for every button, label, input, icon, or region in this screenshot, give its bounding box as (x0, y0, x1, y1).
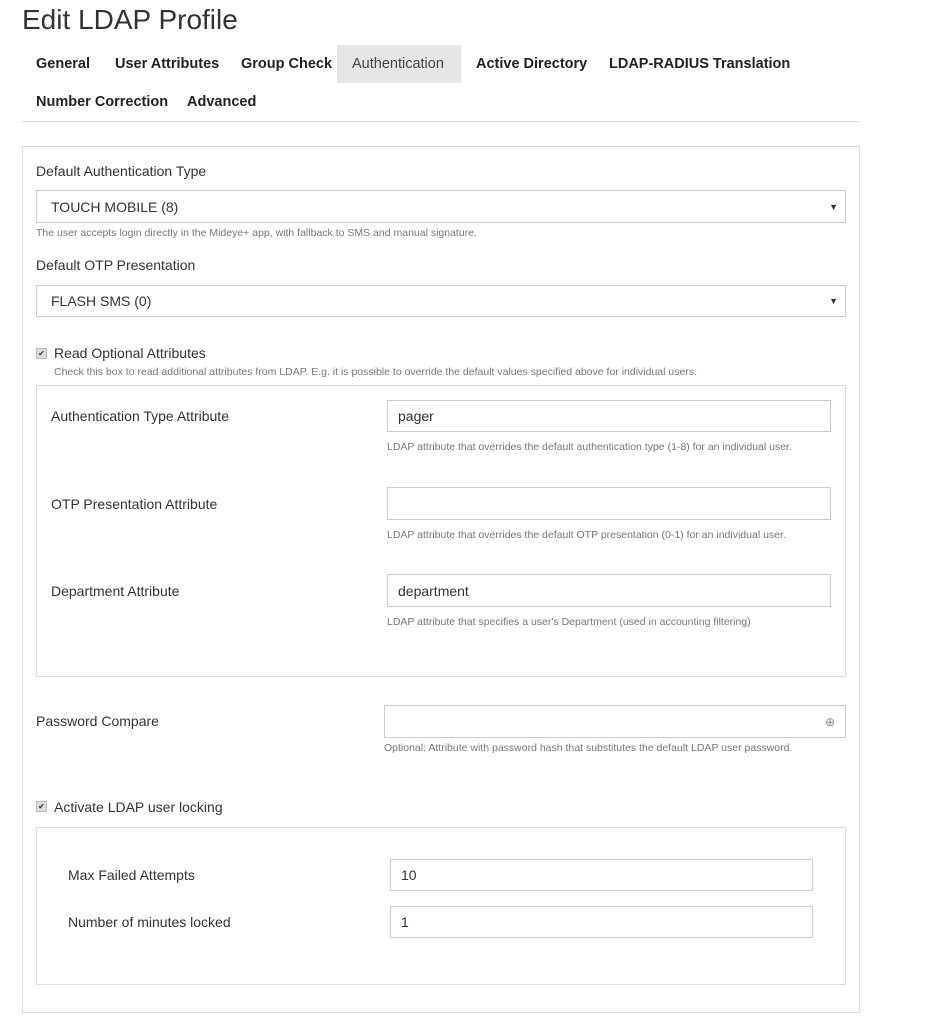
password-compare-label: Password Compare (36, 713, 159, 729)
auth-type-label: Default Authentication Type (36, 163, 207, 179)
read-optional-checkbox[interactable]: ✔ (36, 348, 47, 359)
attr-help: LDAP attribute that specifies a user's Department (used in accounting filtering) (387, 616, 751, 628)
read-optional-help: Check this box to read additional attributes from LDAP. E.g. it is possible to override the default values specified above for individual users. (54, 366, 697, 378)
page-title: Edit LDAP Profile (22, 4, 238, 35)
attr-label: Department Attribute (51, 583, 180, 599)
tab-general[interactable]: General (36, 56, 90, 72)
max-failed-input[interactable]: 10 (390, 859, 813, 891)
otp-attribute-input[interactable] (387, 487, 831, 520)
auth-type-select[interactable] (36, 190, 846, 223)
otp-select[interactable] (36, 285, 846, 317)
otp-label: Default OTP Presentation (36, 257, 196, 273)
max-failed-label: Max Failed Attempts (68, 867, 195, 883)
password-compare-help: Optional: Attribute with password hash that substitutes the default LDAP user password. (384, 742, 793, 754)
user-locking-checkbox[interactable]: ✔ (36, 801, 47, 812)
read-optional-label: Read Optional Attributes (54, 345, 206, 361)
minutes-locked-input[interactable]: 1 (390, 906, 813, 938)
auth-type-value: TOUCH MOBILE (8) (51, 198, 179, 215)
password-compare-input[interactable] (384, 705, 846, 738)
tabs-divider (22, 121, 860, 122)
tab-active-directory[interactable]: Active Directory (476, 56, 588, 72)
tab-authentication[interactable]: Authentication (337, 45, 461, 83)
tab-advanced[interactable]: Advanced (187, 94, 257, 110)
auth-type-help: The user accepts login directly in the Mideye+ app, with fallback to SMS and manual signature. (36, 227, 477, 239)
auth-type-attribute-input[interactable]: pager (387, 400, 831, 432)
tab-number-correction[interactable]: Number Correction (36, 94, 169, 110)
tab-user-attributes[interactable]: User Attributes (115, 56, 220, 72)
department-attribute-input[interactable]: department (387, 574, 831, 607)
attr-help: LDAP attribute that overrides the default authentication type (1-8) for an individual user. (387, 441, 792, 453)
tab-group-check[interactable]: Group Check (241, 56, 333, 72)
attr-label: OTP Presentation Attribute (51, 496, 218, 512)
chevron-down-icon: ▼ (829, 296, 838, 306)
password-manager-icon[interactable]: ⊕ (824, 714, 835, 729)
attr-label: Authentication Type Attribute (51, 408, 229, 424)
user-locking-label: Activate LDAP user locking (54, 799, 223, 815)
otp-value: FLASH SMS (0) (51, 293, 152, 309)
attr-help: LDAP attribute that overrides the default OTP presentation (0-1) for an individual user. (387, 529, 786, 541)
minutes-locked-label: Number of minutes locked (68, 914, 231, 930)
tab-ldap-radius-translation[interactable]: LDAP-RADIUS Translation (609, 56, 791, 72)
chevron-down-icon: ▼ (829, 201, 838, 212)
